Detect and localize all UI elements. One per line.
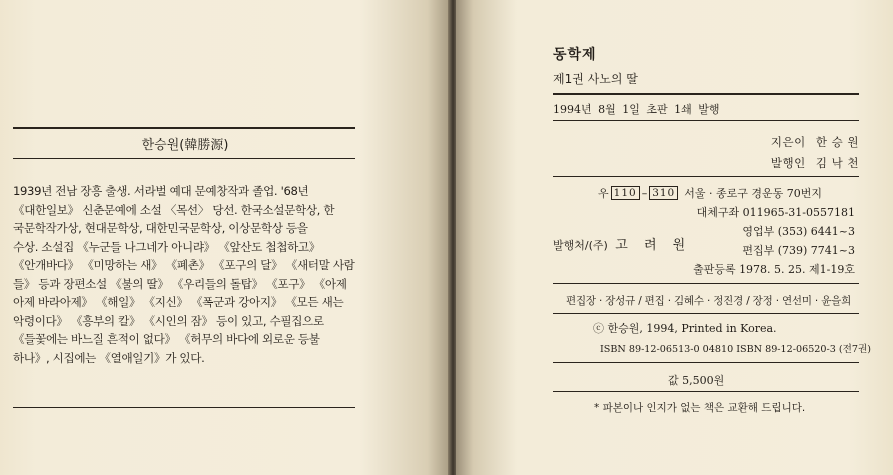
volume-title: 제1권 사노의 딸 bbox=[553, 72, 638, 86]
bio-line: 하나》, 시집에는 《열애일기》가 있다. bbox=[13, 350, 205, 365]
registration-number: 출판등록 1978. 5. 25. 제1-19호 bbox=[693, 263, 855, 276]
copyright-line: ⓒ 한승원, 1994, Printed in Korea. bbox=[593, 322, 777, 335]
author-label: 지은이 bbox=[770, 135, 806, 149]
credit-rule bbox=[553, 176, 859, 177]
bio-line: 《들꽃에는 바느질 흔적이 없다》 《허무의 바다에 외로운 등불 bbox=[13, 332, 320, 346]
isbn-line: ISBN 89-12-06513-0 04810 ISBN 89-12-06520-3 (전7권) bbox=[600, 344, 872, 355]
postal-dash: – bbox=[641, 186, 648, 200]
author-top-rule bbox=[13, 127, 355, 129]
registration-rule bbox=[553, 283, 859, 284]
isbn-rule bbox=[553, 362, 859, 363]
exchange-notice: * 파본이나 인지가 없는 책은 교환해 드립니다. bbox=[594, 402, 806, 414]
account-number: 대체구좌 011965-31-0557181 bbox=[696, 206, 855, 219]
series-title: 동학제 bbox=[553, 47, 597, 63]
header-rule bbox=[553, 93, 859, 95]
edition-rule bbox=[553, 120, 859, 121]
publisher-person-credit bbox=[771, 155, 859, 171]
address-text: 서울 · 종로구 경운동 70번지 bbox=[684, 187, 822, 200]
postal-address bbox=[598, 185, 822, 201]
publisher-person-label: 발행인 bbox=[770, 156, 806, 170]
price-rule bbox=[553, 391, 859, 392]
bio-line: 《대한일보》 신춘문예에 소설 〈목선〉 당선. 한국소설문학상, 한 bbox=[13, 202, 335, 217]
publisher-label: 발행처/(주) bbox=[553, 239, 608, 252]
publisher-person-name: 김 낙 천 bbox=[815, 156, 859, 170]
author-credit bbox=[771, 134, 859, 150]
author-bottom-rule bbox=[13, 158, 355, 159]
author-bio bbox=[13, 182, 358, 367]
bio-line: 아제 바라아제》 《해일》 《지신》 《폭군과 강아지》 《모든 새는 bbox=[13, 295, 344, 309]
publisher-line bbox=[553, 234, 691, 253]
author-name: 한 승 원 bbox=[815, 135, 859, 149]
edition-line: 1994년 8월 1일 초판 1쇄 발행 bbox=[553, 103, 720, 116]
sales-phone: 영업부 (353) 6441~3 bbox=[742, 225, 855, 238]
editorial-phone: 편집부 (739) 7741~3 bbox=[742, 244, 855, 257]
staff-credits: 편집장 · 장성규 / 편집 · 김혜수 · 정진경 / 장정 · 연선미 · 윤을희 bbox=[566, 295, 852, 307]
staff-rule bbox=[553, 313, 859, 314]
bio-bottom-rule bbox=[13, 407, 355, 408]
author-heading: 한승원(韓勝源) bbox=[141, 138, 229, 153]
bio-line: 《안개바다》 《미망하는 새》 《폐촌》 《포구의 달》 《새터말 사람 bbox=[13, 258, 355, 272]
bio-line: 들》 등과 장편소설 《불의 딸》 《우리들의 돌탑》 《포구》 《아제 bbox=[13, 276, 347, 291]
bio-line: 악령이다》 《흥부의 칼》 《시인의 잠》 등이 있고, 수필집으로 bbox=[13, 313, 324, 328]
publisher-name: 고 려 원 bbox=[615, 238, 692, 253]
bio-line: 국문학작가상, 현대문학상, 대한민국문학상, 이상문학상 등을 bbox=[13, 221, 308, 235]
bio-line: 1939년 전남 장흥 출생. 서라벌 예대 문예창작과 졸업. '68년 bbox=[13, 184, 309, 198]
postal-code-part1: 110 bbox=[611, 186, 640, 200]
price-line: 값 5,500원 bbox=[668, 374, 725, 387]
postal-code-part2: 310 bbox=[649, 186, 678, 200]
bio-line: 수상. 소설집 《누군들 나그네가 아니랴》 《앞산도 첩첩하고》 bbox=[13, 239, 321, 254]
postal-prefix: 우 bbox=[598, 187, 609, 200]
